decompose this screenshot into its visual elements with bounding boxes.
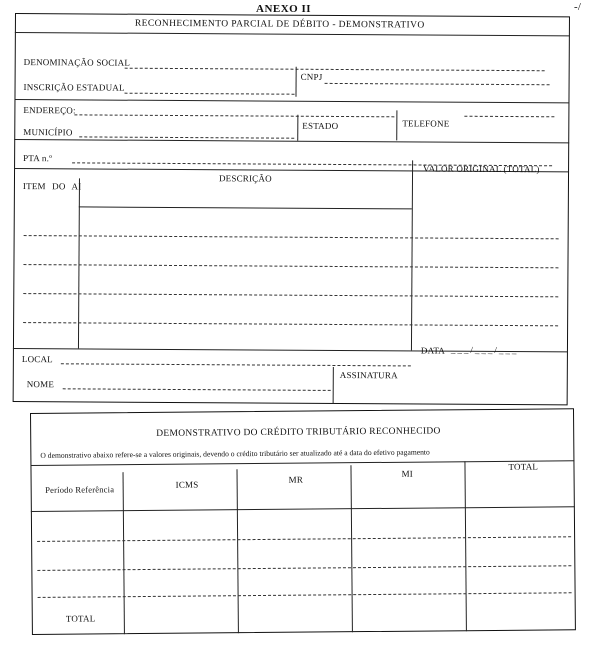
label-local: LOCAL — [21, 354, 53, 365]
table-row[interactable] — [23, 293, 558, 297]
table-row[interactable] — [23, 264, 558, 268]
table-row[interactable] — [37, 536, 571, 542]
data-field[interactable]: ___/___/___ — [450, 344, 519, 356]
form1-content — [13, 13, 570, 405]
inscricao-estadual-field[interactable] — [125, 93, 295, 95]
cnpj-divider — [295, 67, 296, 97]
value-column-divider — [411, 160, 413, 350]
table-row[interactable] — [24, 235, 559, 239]
form2-content — [30, 408, 576, 635]
section-divider-2 — [14, 139, 569, 143]
cnpj-field[interactable] — [325, 83, 550, 85]
title-divider — [15, 32, 570, 36]
telefone-divider — [396, 110, 397, 140]
label-pta: PTA n.º — [23, 153, 53, 164]
annex-title: ANEXO II — [256, 3, 312, 15]
form2-title: DEMONSTRATIVO DO CRÉDITO TRIBUTÁRIO RECONHECIDO — [156, 426, 441, 439]
column-periodo-referencia: Período Referência — [45, 484, 115, 495]
denominacao-social-field[interactable] — [125, 68, 545, 72]
municipio-field[interactable] — [79, 136, 294, 138]
label-nome: NOME — [26, 379, 55, 390]
total-row-label: TOTAL — [65, 613, 96, 624]
page-mark: -/ — [574, 1, 582, 13]
label-assinatura: ASSINATURA — [339, 369, 398, 381]
table-row[interactable] — [37, 565, 571, 571]
label-denominacao-social: DENOMINAÇÃO SOCIAL — [23, 57, 131, 68]
endereco-field[interactable] — [74, 114, 394, 117]
header-top-divider — [30, 460, 574, 466]
label-endereco: ENDEREÇO: — [23, 105, 76, 116]
form2-note: O demonstrativo abaixo refere-se a valores originais, devendo o crédito tributário ser atualizado até a data do efetivo pagamento — [40, 447, 430, 460]
label-estado: ESTADO — [302, 120, 339, 131]
column-total: TOTAL — [508, 461, 539, 472]
column-descricao: DESCRIÇÃO — [218, 173, 272, 184]
column-mi: MI — [401, 468, 413, 479]
label-cnpj: CNPJ — [300, 71, 323, 82]
label-inscricao-estadual: INSCRIÇÃO ESTADUAL — [23, 82, 125, 93]
table-row[interactable] — [38, 592, 572, 598]
telefone-field[interactable] — [464, 116, 554, 118]
table-header-divider — [79, 206, 412, 209]
form1-title: RECONHECIMENTO PARCIAL DE DÉBITO - DEMONSTRATIVO — [134, 18, 425, 31]
label-data: DATA — [420, 345, 446, 356]
column-item-ai: ITEM DO AI — [22, 181, 82, 192]
column-mr: MR — [288, 474, 304, 485]
section-divider-1 — [14, 99, 569, 103]
assinatura-divider — [333, 367, 334, 404]
column-icms: ICMS — [175, 479, 199, 490]
nome-field[interactable] — [63, 388, 331, 391]
column-divider — [350, 465, 352, 632]
label-municipio: MUNICÍPIO — [23, 127, 73, 138]
column-divider — [236, 469, 238, 633]
table-row[interactable] — [23, 322, 558, 326]
header-bottom-divider — [31, 506, 575, 512]
column-divider — [464, 461, 466, 631]
column-divider — [123, 472, 125, 634]
label-telefone: TELEFONE — [402, 118, 450, 129]
local-field[interactable] — [61, 363, 411, 366]
estado-divider — [297, 115, 298, 141]
column-valor-original: VALOR ORIGINAL (TOTAL) — [423, 163, 540, 175]
